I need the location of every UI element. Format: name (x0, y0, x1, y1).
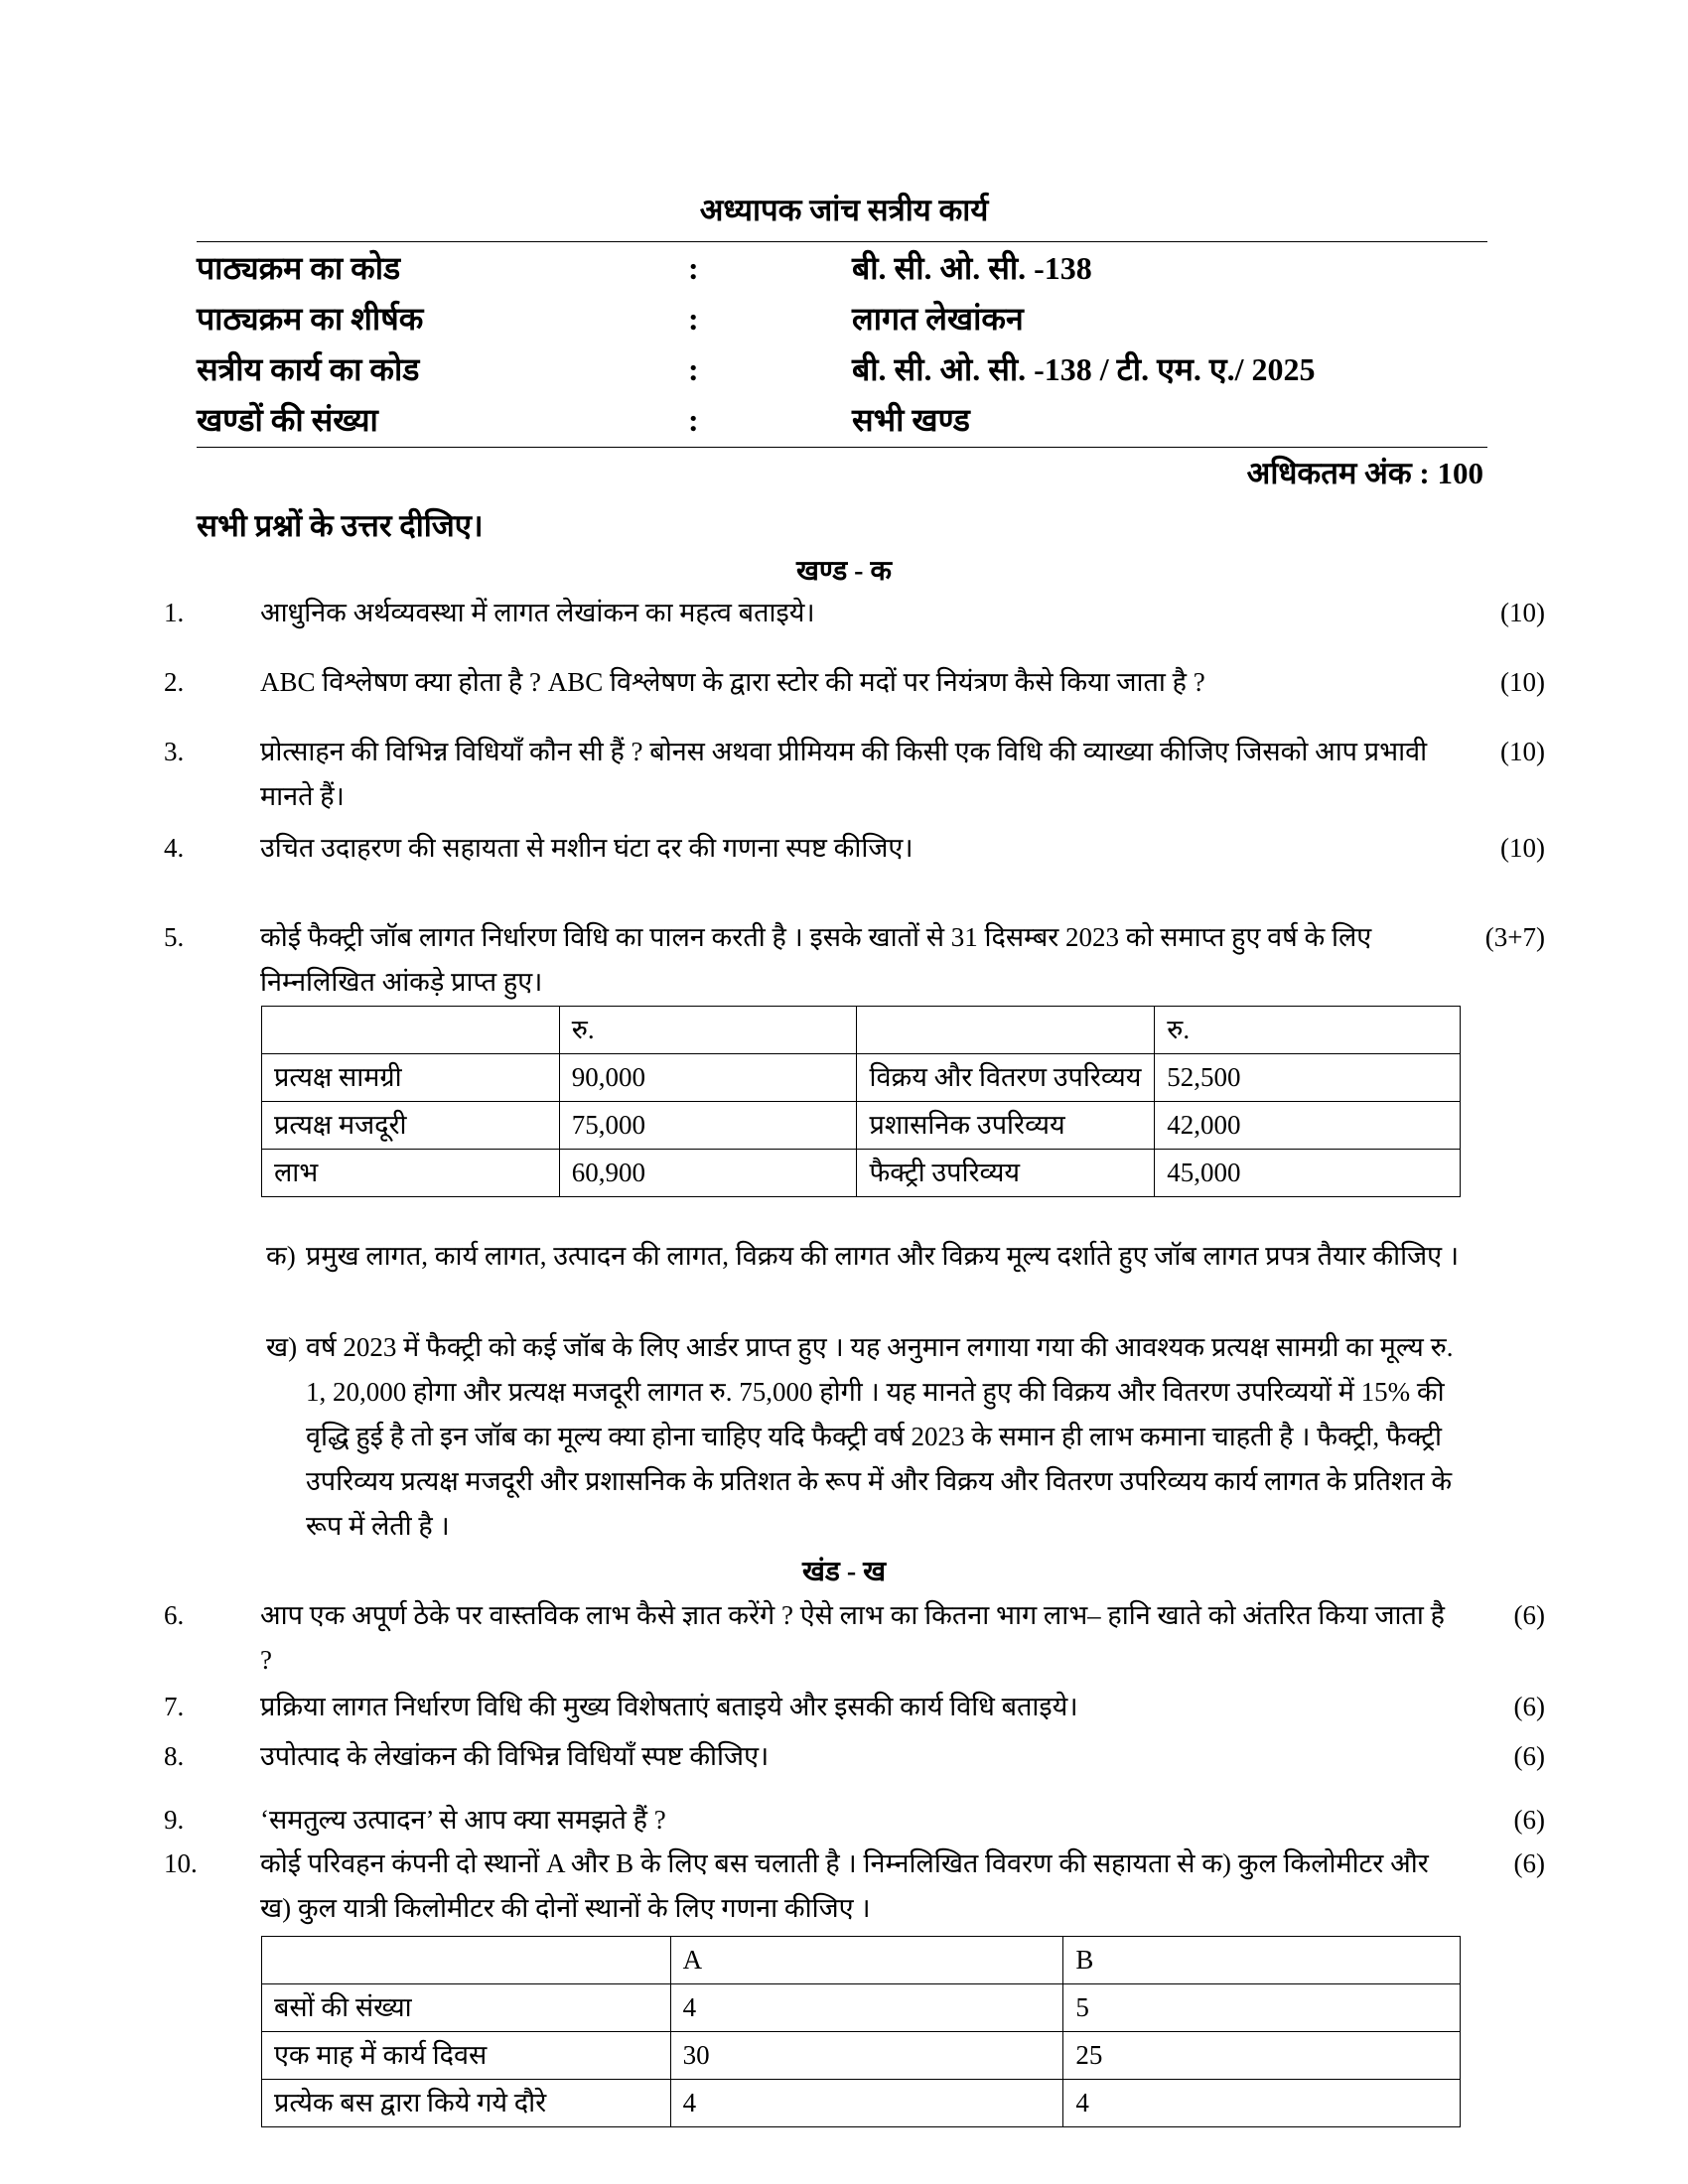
part-text: वर्ष 2023 में फैक्ट्री को कई जॉब के लिए आर्डर प्राप्त हुए । यह अनुमान लगाया गया की आवश्यक प्रत्यक्ष सामग्री का मूल्य रु. 1, 20,000 होगा और प्रत्यक्ष मजदूरी लागत रु. 75,000 होगी । यह मानते हुए की विक्रय और वितरण उपरिव्ययों में 15% की वृद्धि हुई है तो इन जॉब का मूल्य क्या होना चाहिए यदि फैक्ट्री वर्ष 2023 के समान ही लाभ कमाना चाहती है । फैक्ट्री, फैक्ट्री उपरिव्यय प्रत्यक्ष मजदूरी और प्रशासनिक के प्रतिशत के रूप में और विक्रय और वितरण उपरिव्यय कार्य लागत के प्रतिशत के रूप में लेती है । (306, 1332, 1454, 1541)
table-row (262, 2080, 1461, 2127)
part-label: क) (266, 1241, 296, 1271)
blocks-label: खण्डों की संख्या (197, 402, 378, 438)
table-cell (857, 1007, 1155, 1054)
course-code-row (197, 243, 1487, 294)
course-title-row (197, 294, 1487, 344)
table-cell: 30 (670, 2032, 1063, 2080)
question-5-part-a (266, 1234, 1477, 1279)
course-title-value: लागत लेखांकन (852, 301, 1024, 337)
question-marks: (6) (1513, 1600, 1545, 1630)
table-cell: A (670, 1937, 1063, 1984)
question-number: 8. (164, 1741, 185, 1771)
table-cell: एक माह में कार्य दिवस (262, 2032, 671, 2080)
table-cell: 25 (1063, 2032, 1461, 2080)
table-cell: 90,000 (559, 1054, 857, 1102)
question-text: आप एक अपूर्ण ठेके पर वास्तविक लाभ कैसे ज्ञात करेंगे ? ऐसे लाभ का कितना भाग लाभ– हानि खाते को अंतरित किया जाता है ? (260, 1600, 1446, 1675)
blocks-row (197, 395, 1487, 446)
table-cell: 5 (1063, 1984, 1461, 2032)
table-cell: 52,500 (1155, 1054, 1461, 1102)
document-title: अध्यापक जांच सत्रीय कार्य (699, 193, 989, 227)
question-number: 10. (164, 1848, 198, 1878)
table-cell: 42,000 (1155, 1102, 1461, 1150)
question-text: प्रोत्साहन की विभिन्न विधियाँ कौन सी हैं ? बोनस अथवा प्रीमियम की किसी एक विधि की व्याख्या कीजिए जिसको आप प्रभावी मानते हैं। (260, 737, 1428, 811)
table-cell (262, 1937, 671, 1984)
table-row (262, 1054, 1461, 1102)
table-cell: प्रशासनिक उपरिव्यय (857, 1102, 1155, 1150)
table-cell: 60,900 (559, 1150, 857, 1197)
table-cell: 4 (670, 1984, 1063, 2032)
question-marks: (10) (1500, 737, 1545, 766)
bottom-rule (197, 447, 1487, 448)
question-marks: (10) (1500, 833, 1545, 863)
question-text: कोई परिवहन कंपनी दो स्थानों A और B के लिए बस चलाती है । निम्नलिखित विवरण की सहायता से क) कुल किलोमीटर और ख) कुल यात्री किलोमीटर की दोनों स्थानों के लिए गणना कीजिए । (260, 1848, 1429, 1923)
table-row (262, 1150, 1461, 1197)
table-row (262, 1102, 1461, 1150)
course-code-label: पाठ्यक्रम का कोड (197, 250, 401, 286)
section-b-title: खंड - ख (801, 1557, 887, 1587)
table-cell: रु. (559, 1007, 857, 1054)
part-text: प्रमुख लागत, कार्य लागत, उत्पादन की लागत, विक्रय की लागत और विक्रय मूल्य दर्शाते हुए जॉब लागत प्रपत्र तैयार कीजिए । (306, 1241, 1460, 1271)
top-rule (197, 241, 1487, 242)
question-text: उपोत्पाद के लेखांकन की विभिन्न विधियाँ स्पष्ट कीजिए। (260, 1741, 770, 1771)
course-title-label: पाठ्यक्रम का शीर्षक (197, 301, 424, 337)
part-label: ख) (266, 1332, 298, 1362)
question-text: आधुनिक अर्थव्यवस्था में लागत लेखांकन का महत्व बताइये। (260, 598, 815, 627)
course-info (197, 243, 1487, 446)
table-cell: 4 (1063, 2080, 1461, 2127)
bus-data-table (261, 1936, 1461, 2127)
table-cell: प्रत्येक बस द्वारा किये गये दौरे (262, 2080, 671, 2127)
table-cell: फैक्ट्री उपरिव्यय (857, 1150, 1155, 1197)
table-cell: बसों की संख्या (262, 1984, 671, 2032)
question-marks: (3+7) (1484, 922, 1545, 952)
table-cell: रु. (1155, 1007, 1461, 1054)
question-number: 5. (164, 922, 185, 952)
table-header-row (262, 1937, 1461, 1984)
table-row (262, 1984, 1461, 2032)
overhead-data-table (261, 1006, 1461, 1197)
table-cell: प्रत्यक्ष सामग्री (262, 1054, 560, 1102)
question-number: 7. (164, 1692, 185, 1721)
separator: : (688, 351, 699, 387)
table-cell: प्रत्यक्ष मजदूरी (262, 1102, 560, 1150)
table-cell: 75,000 (559, 1102, 857, 1150)
instruction: सभी प्रश्नों के उत्तर दीजिए। (197, 508, 484, 543)
assignment-code-row (197, 344, 1487, 395)
course-code-value: बी. सी. ओ. सी. -138 (852, 250, 1092, 286)
question-number: 2. (164, 667, 185, 697)
question-marks: (10) (1500, 598, 1545, 627)
question-number: 6. (164, 1600, 185, 1630)
section-a-title: खण्ड - क (795, 556, 892, 587)
assignment-code-value: बी. सी. ओ. सी. -138 / टी. एम. ए./ 2025 (852, 351, 1316, 387)
table-cell: B (1063, 1937, 1461, 1984)
question-number: 4. (164, 833, 185, 863)
max-marks: अधिकतम अंक : 100 (1246, 456, 1483, 490)
separator: : (688, 402, 699, 438)
table-cell: 45,000 (1155, 1150, 1461, 1197)
question-text: ‘समतुल्य उत्पादन’ से आप क्या समझते हैं ? (260, 1805, 666, 1835)
question-marks: (6) (1513, 1805, 1545, 1835)
question-marks: (10) (1500, 667, 1545, 697)
table-cell: लाभ (262, 1150, 560, 1197)
table-cell: 4 (670, 2080, 1063, 2127)
table-cell: विक्रय और वितरण उपरिव्यय (857, 1054, 1155, 1102)
separator: : (688, 301, 699, 337)
question-5-part-b (266, 1325, 1477, 1549)
question-text: ABC विश्लेषण क्या होता है ? ABC विश्लेषण के द्वारा स्टोर की मदों पर नियंत्रण कैसे किया जाता है ? (260, 667, 1205, 697)
question-marks: (6) (1513, 1741, 1545, 1771)
question-number: 9. (164, 1805, 185, 1835)
question-text: कोई फैक्ट्री जॉब लागत निर्धारण विधि का पालन करती है । इसके खातों से 31 दिसम्बर 2023 को समाप्त हुए वर्ष के लिए निम्नलिखित आंकड़े प्राप्त हुए। (260, 922, 1372, 997)
question-text: उचित उदाहरण की सहायता से मशीन घंटा दर की गणना स्पष्ट कीजिए। (260, 833, 914, 863)
table-row (262, 2032, 1461, 2080)
question-text: प्रक्रिया लागत निर्धारण विधि की मुख्य विशेषताएं बताइये और इसकी कार्य विधि बताइये। (260, 1692, 1078, 1721)
question-number: 3. (164, 737, 185, 766)
question-number: 1. (164, 598, 185, 627)
separator: : (688, 250, 699, 286)
blocks-value: सभी खण्ड (852, 402, 970, 438)
question-marks: (6) (1513, 1848, 1545, 1878)
assignment-code-label: सत्रीय कार्य का कोड (197, 351, 420, 387)
table-header-row (262, 1007, 1461, 1054)
table-cell (262, 1007, 560, 1054)
question-marks: (6) (1513, 1692, 1545, 1721)
